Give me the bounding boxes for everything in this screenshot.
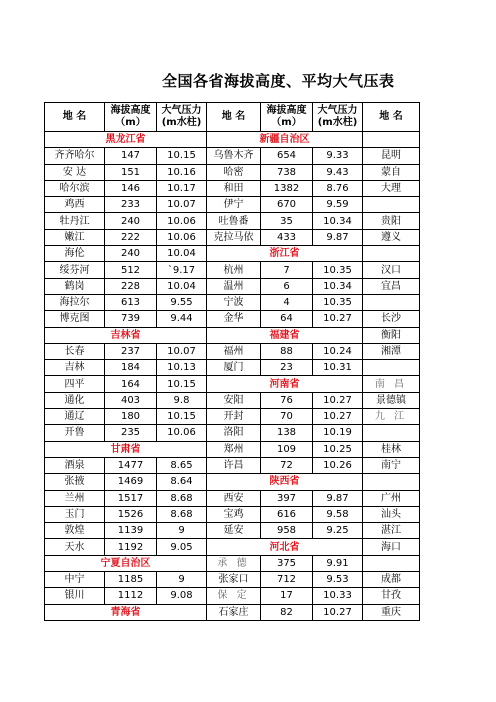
table-row (45, 343, 420, 359)
header-place: 地 名 (45, 103, 105, 132)
table-row (45, 229, 420, 245)
city-name: 银川 (45, 588, 105, 604)
city-name-right: 汕头 (363, 506, 420, 522)
table-row (45, 278, 420, 294)
city-name: 哈尔滨 (45, 180, 105, 196)
province-header: 黑龙江省 (45, 132, 207, 148)
altitude-value: 1192 (105, 539, 157, 555)
altitude-value: 228 (105, 278, 157, 294)
city-name: 通辽 (45, 409, 105, 425)
city-name-right: 成都 (363, 572, 420, 588)
province-header: 青海省 (45, 604, 207, 620)
table-row (45, 148, 420, 164)
altitude-value: 1382 (261, 180, 313, 196)
city-name-right (363, 425, 420, 441)
city-name: 玉门 (45, 506, 105, 522)
pressure-value: 9.44 (157, 311, 207, 327)
pressure-value: 8.64 (157, 474, 207, 490)
altitude-value: 739 (105, 311, 157, 327)
pressure-value: 10.04 (157, 246, 207, 262)
table-row (45, 409, 420, 425)
altitude-value: 1517 (105, 490, 157, 506)
table-row (45, 572, 420, 588)
city-name: 长春 (45, 343, 105, 359)
altitude-value: 109 (261, 441, 313, 457)
altitude-value: 222 (105, 229, 157, 245)
city-name-right: 广州 (363, 490, 420, 506)
table-row (45, 132, 420, 148)
altitude-value: 146 (105, 180, 157, 196)
city-name: 开封 (207, 409, 261, 425)
city-name: 海拉尔 (45, 294, 105, 310)
city-name: 克拉马依 (207, 229, 261, 245)
altitude-value: 72 (261, 457, 313, 473)
pressure-value: 9.43 (313, 164, 363, 180)
province-header: 陕西省 (207, 474, 363, 490)
city-name: 福州 (207, 343, 261, 359)
city-name-right (363, 294, 420, 310)
altitude-value: 1477 (105, 457, 157, 473)
table-row (45, 506, 420, 522)
altitude-value: 23 (261, 360, 313, 376)
city-name: 杭州 (207, 262, 261, 278)
province-header: 河北省 (207, 539, 363, 555)
table-row (45, 555, 420, 571)
city-name-right: 海口 (363, 539, 420, 555)
altitude-value: 403 (105, 392, 157, 408)
city-name-right: 长沙 (363, 311, 420, 327)
city-name: 温州 (207, 278, 261, 294)
altitude-value: 237 (105, 343, 157, 359)
pressure-value: 10.06 (157, 213, 207, 229)
pressure-value: 10.07 (157, 197, 207, 213)
pressure-value: 10.27 (313, 604, 363, 620)
table-row (45, 425, 420, 441)
city-name: 伊宁 (207, 197, 261, 213)
city-name: 承 德 (207, 555, 261, 571)
city-name-right: 蒙自 (363, 164, 420, 180)
altitude-value: 240 (105, 246, 157, 262)
pressure-value: 8.65 (157, 457, 207, 473)
city-name: 宁波 (207, 294, 261, 310)
altitude-value: 1112 (105, 588, 157, 604)
pressure-value: 9.55 (157, 294, 207, 310)
city-name: 许昌 (207, 457, 261, 473)
province-header: 吉林省 (45, 327, 207, 343)
pressure-value: 10.33 (313, 588, 363, 604)
altitude-value: 17 (261, 588, 313, 604)
altitude-value: 1469 (105, 474, 157, 490)
city-name-right (363, 555, 420, 571)
city-name-right: 衡阳 (363, 327, 420, 343)
pressure-value: 9.87 (313, 490, 363, 506)
altitude-pressure-table (44, 102, 420, 621)
altitude-value: 138 (261, 425, 313, 441)
pressure-value: 10.34 (313, 278, 363, 294)
altitude-value: 151 (105, 164, 157, 180)
pressure-value: 10.15 (157, 148, 207, 164)
altitude-value: 147 (105, 148, 157, 164)
province-header: 福建省 (207, 327, 363, 343)
pressure-value: `9.17 (157, 262, 207, 278)
pressure-value: 10.27 (313, 409, 363, 425)
altitude-value: 1139 (105, 523, 157, 539)
pressure-value: 8.68 (157, 490, 207, 506)
pressure-value: 9 (157, 572, 207, 588)
table-row (45, 197, 420, 213)
city-name: 和田 (207, 180, 261, 196)
city-name: 海伦 (45, 246, 105, 262)
table-row (45, 164, 420, 180)
city-name: 吐鲁番 (207, 213, 261, 229)
header-altitude-mid: 海拔高度 （m） (261, 103, 313, 132)
pressure-value: 9.59 (313, 197, 363, 213)
pressure-value: 8.68 (157, 506, 207, 522)
city-name: 兰州 (45, 490, 105, 506)
altitude-value: 4 (261, 294, 313, 310)
pressure-value: 10.15 (157, 376, 207, 392)
pressure-value: 10.26 (313, 457, 363, 473)
altitude-value: 35 (261, 213, 313, 229)
province-header: 甘肃省 (45, 441, 207, 457)
pressure-value: 10.13 (157, 360, 207, 376)
pressure-value: 9.91 (313, 555, 363, 571)
pressure-value: 10.24 (313, 343, 363, 359)
table-row (45, 262, 420, 278)
pressure-value: 8.76 (313, 180, 363, 196)
altitude-value: 616 (261, 506, 313, 522)
city-name: 石家庄 (207, 604, 261, 620)
city-name: 鹤岗 (45, 278, 105, 294)
pressure-value: 10.04 (157, 278, 207, 294)
city-name-right: 桂林 (363, 441, 420, 457)
altitude-value: 1526 (105, 506, 157, 522)
city-name: 张家口 (207, 572, 261, 588)
city-name: 牡丹江 (45, 213, 105, 229)
pressure-value: 9.25 (313, 523, 363, 539)
pressure-value: 10.06 (157, 425, 207, 441)
altitude-value: 712 (261, 572, 313, 588)
table-row (45, 539, 420, 555)
pressure-value: 9.8 (157, 392, 207, 408)
table-row (45, 213, 420, 229)
pressure-value: 9.33 (313, 148, 363, 164)
city-name: 绥芬河 (45, 262, 105, 278)
altitude-value: 670 (261, 197, 313, 213)
altitude-value: 164 (105, 376, 157, 392)
altitude-value: 433 (261, 229, 313, 245)
altitude-value: 613 (105, 294, 157, 310)
pressure-value: 10.15 (157, 409, 207, 425)
city-name: 郑州 (207, 441, 261, 457)
city-name: 博克图 (45, 311, 105, 327)
city-name-right: 昆明 (363, 148, 420, 164)
city-name-right: 南宁 (363, 457, 420, 473)
table-row (45, 294, 420, 310)
table-row (45, 523, 420, 539)
altitude-value: 76 (261, 392, 313, 408)
pressure-value: 10.35 (313, 262, 363, 278)
altitude-value: 738 (261, 164, 313, 180)
city-name: 安 达 (45, 164, 105, 180)
city-name-right: 大理 (363, 180, 420, 196)
altitude-value: 70 (261, 409, 313, 425)
city-name: 哈密 (207, 164, 261, 180)
altitude-value: 180 (105, 409, 157, 425)
city-name-right: 汉口 (363, 262, 420, 278)
city-name-right: 南 昌 (363, 376, 420, 392)
altitude-value: 184 (105, 360, 157, 376)
city-name-right: 贵阳 (363, 213, 420, 229)
city-name: 洛阳 (207, 425, 261, 441)
city-name-right: 重庆 (363, 604, 420, 620)
altitude-value: 654 (261, 148, 313, 164)
altitude-value: 512 (105, 262, 157, 278)
pressure-value: 10.06 (157, 229, 207, 245)
pressure-value: 9.08 (157, 588, 207, 604)
pressure-value: 10.16 (157, 164, 207, 180)
city-name: 西安 (207, 490, 261, 506)
city-name-right: 九 江 (363, 409, 420, 425)
altitude-value: 7 (261, 262, 313, 278)
table-row (45, 246, 420, 262)
city-name: 酒泉 (45, 457, 105, 473)
altitude-value: 6 (261, 278, 313, 294)
header-row (45, 103, 420, 132)
header-place-mid: 地 名 (207, 103, 261, 132)
city-name-right: 湘潭 (363, 343, 420, 359)
city-name: 保 定 (207, 588, 261, 604)
city-name-right (363, 474, 420, 490)
city-name-right (363, 197, 420, 213)
table-row (45, 392, 420, 408)
pressure-value: 9.58 (313, 506, 363, 522)
city-name: 乌鲁木齐 (207, 148, 261, 164)
altitude-value: 235 (105, 425, 157, 441)
city-name: 安阳 (207, 392, 261, 408)
page-title: 全国各省海拔高度、平均大气压表 (162, 72, 395, 90)
pressure-value: 10.34 (313, 213, 363, 229)
province-header: 新疆自治区 (207, 132, 363, 148)
table-row (45, 490, 420, 506)
altitude-value: 88 (261, 343, 313, 359)
altitude-value: 233 (105, 197, 157, 213)
table-row (45, 327, 420, 343)
table-row (45, 311, 420, 327)
province-header: 浙江省 (207, 246, 363, 262)
header-pressure-mid: 大气压力 (m水柱) (313, 103, 363, 132)
city-name: 鸡西 (45, 197, 105, 213)
city-name: 齐齐哈尔 (45, 148, 105, 164)
city-name: 张掖 (45, 474, 105, 490)
table-row (45, 474, 420, 490)
city-name-right: 宜昌 (363, 278, 420, 294)
altitude-value: 375 (261, 555, 313, 571)
city-name: 通化 (45, 392, 105, 408)
pressure-value: 10.17 (157, 180, 207, 196)
province-header: 宁夏自治区 (45, 555, 207, 571)
pressure-value: 10.27 (313, 392, 363, 408)
altitude-value: 958 (261, 523, 313, 539)
altitude-value: 240 (105, 213, 157, 229)
table-row (45, 588, 420, 604)
city-name: 四平 (45, 376, 105, 392)
altitude-value: 1185 (105, 572, 157, 588)
header-pressure: 大气压力 (m水柱) (157, 103, 207, 132)
city-name-right (363, 132, 420, 148)
city-name-right (363, 246, 420, 262)
city-name: 开鲁 (45, 425, 105, 441)
table-row (45, 376, 420, 392)
table-row (45, 441, 420, 457)
city-name: 厦门 (207, 360, 261, 376)
pressure-value: 9 (157, 523, 207, 539)
city-name: 天水 (45, 539, 105, 555)
header-altitude: 海拔高度 （m） (105, 103, 157, 132)
pressure-value: 10.31 (313, 360, 363, 376)
city-name-right: 景德镇 (363, 392, 420, 408)
city-name-right: 湛江 (363, 523, 420, 539)
city-name: 延安 (207, 523, 261, 539)
pressure-value: 9.87 (313, 229, 363, 245)
table-row (45, 360, 420, 376)
pressure-value: 9.05 (157, 539, 207, 555)
city-name-right: 甘孜 (363, 588, 420, 604)
pressure-value: 9.53 (313, 572, 363, 588)
pressure-value: 10.07 (157, 343, 207, 359)
province-header: 河南省 (207, 376, 363, 392)
altitude-value: 397 (261, 490, 313, 506)
city-name: 吉林 (45, 360, 105, 376)
table-row (45, 457, 420, 473)
city-name: 敦煌 (45, 523, 105, 539)
altitude-value: 64 (261, 311, 313, 327)
pressure-value: 10.35 (313, 294, 363, 310)
city-name: 宝鸡 (207, 506, 261, 522)
city-name: 嫩江 (45, 229, 105, 245)
pressure-value: 10.19 (313, 425, 363, 441)
header-place-right: 地 名 (363, 103, 420, 132)
city-name: 中宁 (45, 572, 105, 588)
pressure-value: 10.27 (313, 311, 363, 327)
city-name: 金华 (207, 311, 261, 327)
table-row (45, 180, 420, 196)
table-row (45, 604, 420, 620)
altitude-value: 82 (261, 604, 313, 620)
city-name-right: 遵义 (363, 229, 420, 245)
pressure-value: 10.25 (313, 441, 363, 457)
city-name-right (363, 360, 420, 376)
